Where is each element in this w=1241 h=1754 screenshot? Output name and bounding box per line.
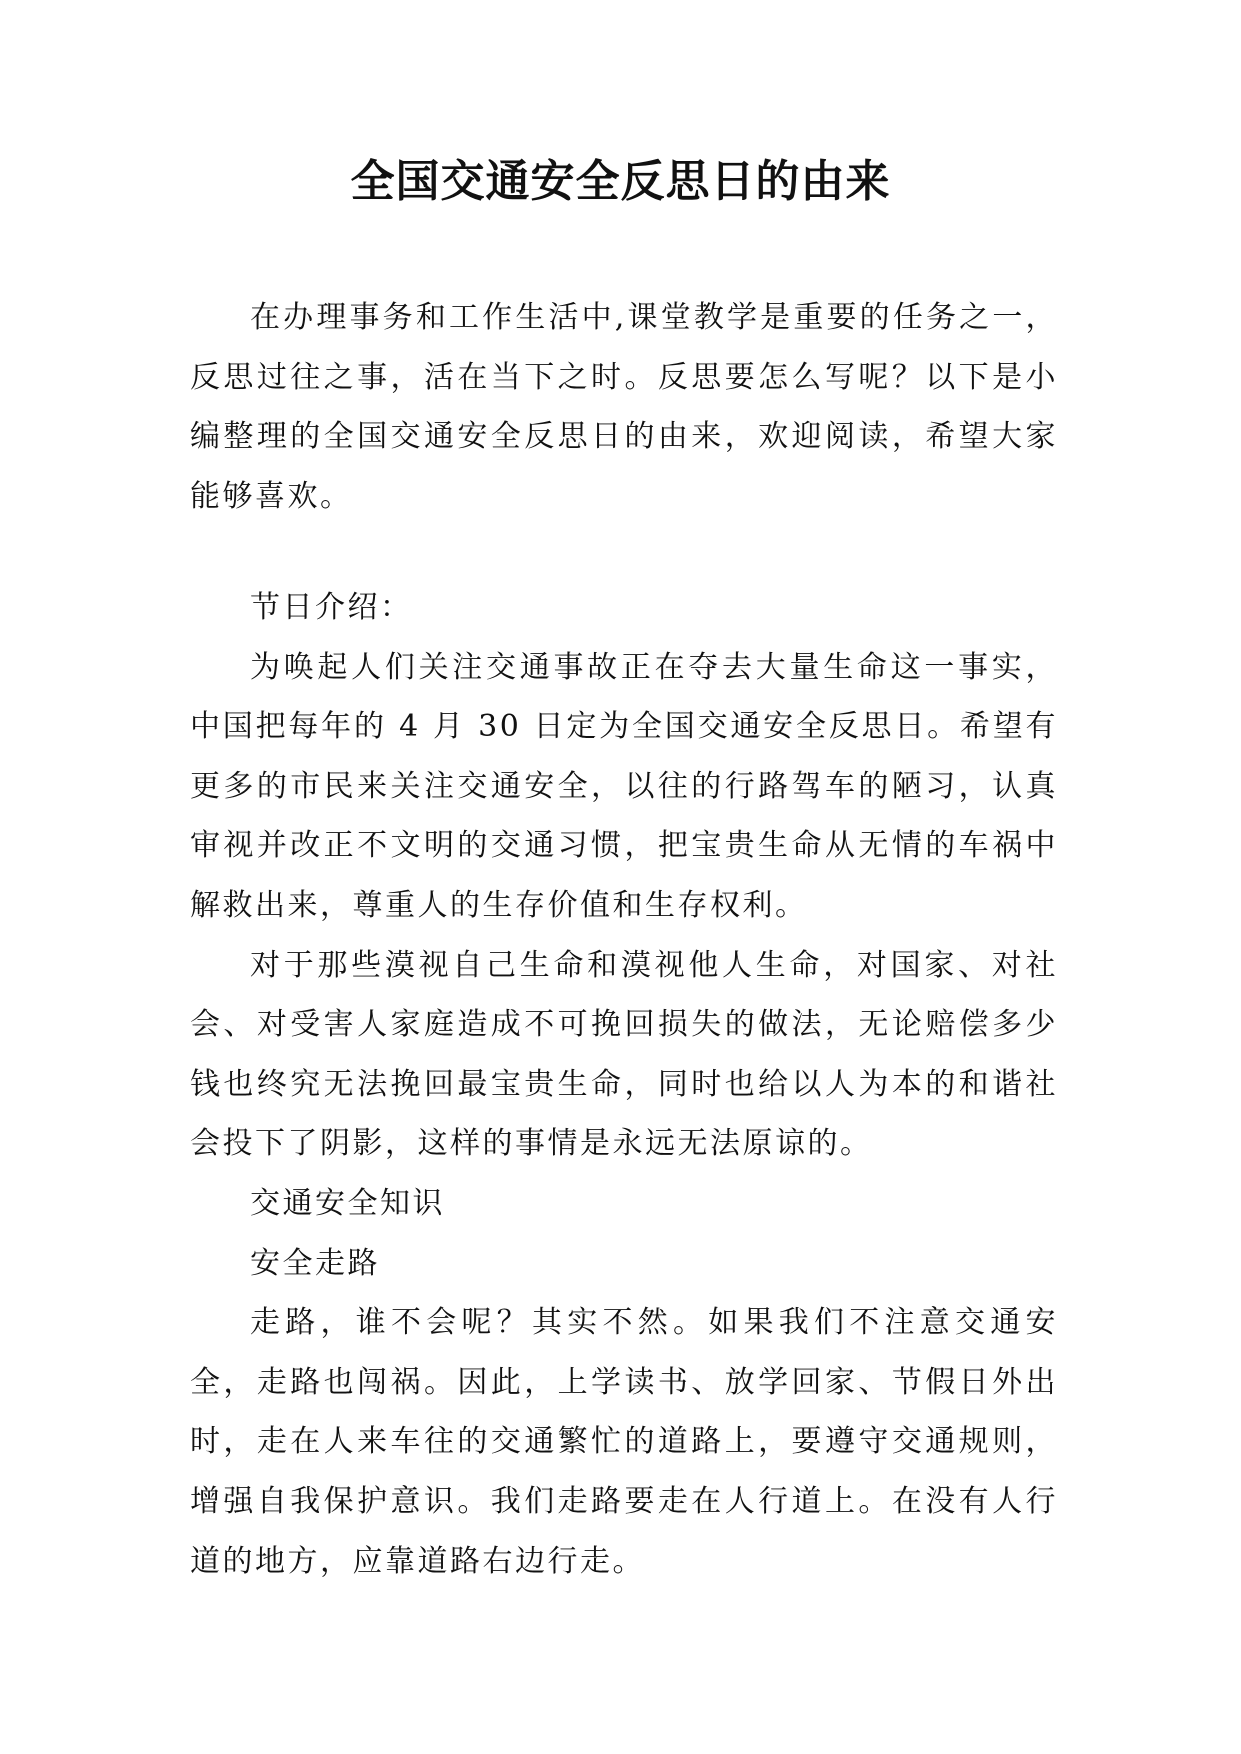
document-title: 全国交通安全反思日的由来 (350, 156, 891, 207)
body-paragraph: 对于那些漠视自己生命和漠视他人生命，对国家、对社会、对受害人家庭造成不可挽回损失的做法，无论赔偿多少钱也终究无法挽回最宝贵生命，同时也给以人为本的和谐社会投下了阴影，这样的事情是永远无法原谅的。 (190, 947, 1058, 1162)
section-heading-safety-knowledge: 交通安全知识 (250, 1185, 445, 1221)
section-heading-festival-intro: 节日介绍： (250, 590, 413, 625)
intro-paragraph: 在办理事务和工作生活中,课堂教学是重要的任务之一，反思过往之事，活在当下之时。反思要怎么写呢？以下是小编整理的全国交通安全反思日的由来，欢迎阅读，希望大家能够喜欢。 (190, 300, 1058, 514)
main-section (190, 578, 1058, 1591)
section-heading-safe-walking: 安全走路 (250, 1245, 380, 1281)
body-paragraph: 为唤起人们关注交通事故正在夺去大量生命这一事实，中国把每年的 4 月 30 日定为全国交通安全反思日。希望有更多的市民来关注交通安全，以往的行路驾车的陋习，认真审视并改正不文明的交通习惯，把宝贵生命从无情的车祸中解救出来，尊重人的生存价值和生存权利。 (190, 649, 1058, 923)
body-paragraph: 走路，谁不会呢？其实不然。如果我们不注意交通安全，走路也闯祸。因此，上学读书、放学回家、节假日外出时，走在人来车往的交通繁忙的道路上，要遵守交通规则，增强自我保护意识。我们走路要走在人行道上。在没有人行道的地方，应靠道路右边行走。 (190, 1305, 1058, 1579)
intro-section (190, 288, 1058, 526)
